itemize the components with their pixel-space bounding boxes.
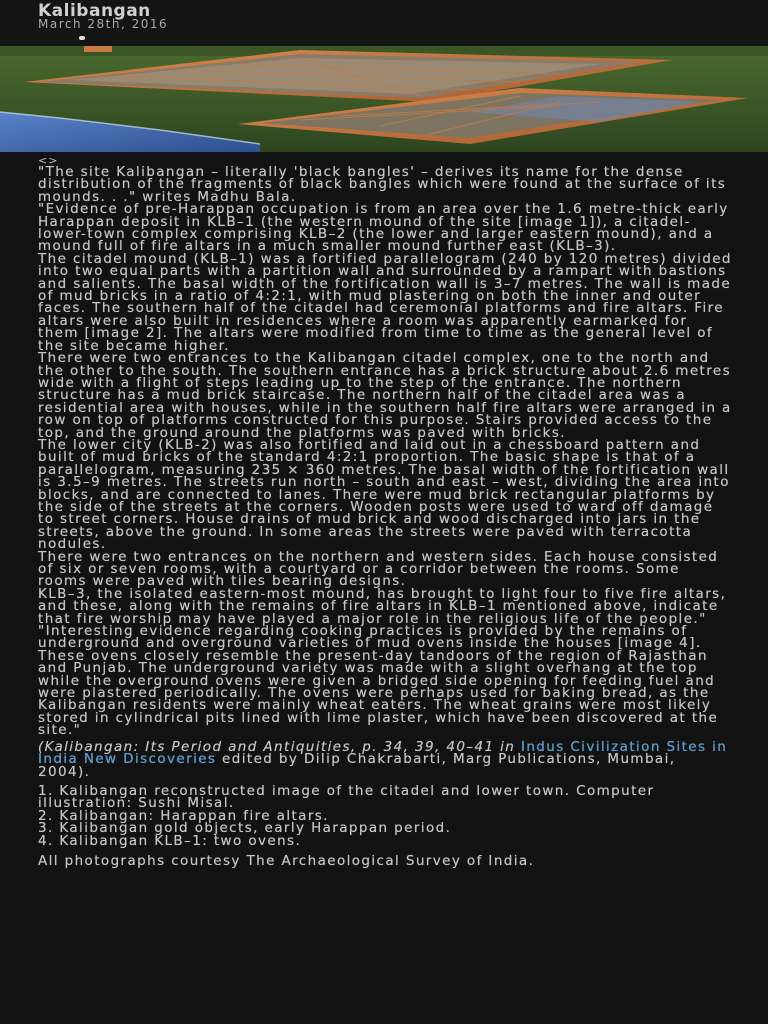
article-body	[38, 166, 732, 867]
image-nav-arrows[interactable]: <>	[38, 154, 59, 167]
citation-book-link[interactable]: Indus Civilization Sites in India New Discoveries	[38, 738, 728, 768]
post-date: March 28th, 2016	[38, 17, 169, 31]
article-paragraph: There were two entrances on the northern and western sides. Each house consisted of six or seven rooms, with a courtyard or a corridor between the rooms. Some rooms were paved with tiles bearing designs.	[38, 548, 719, 590]
caption-item: 1. Kalibangan reconstructed image of the citadel and lower town. Computer illustration: Sushi Misal.	[38, 782, 655, 812]
photo-credit: All photographs courtesy The Archaeological Survey of India.	[38, 852, 535, 869]
page-header	[0, 0, 768, 46]
article-paragraph: There were two entrances to the Kalibangan citadel complex, one to the north and the other to the south. The southern entrance has a brick structure about 2.6 metres wide with a flight of steps leading up to the step of the entrance. The northern structure has a mud brick staircase. The northern half of the citadel area was a residential area with houses, while in the southern half fire altars were arranged in a row on top of platforms constructed for this purpose. Stairs provided access to the top, and the ground around the platforms was paved with bricks.	[38, 350, 732, 441]
image-captions	[38, 782, 732, 849]
caption-item: 2. Kalibangan: Harappan fire altars.	[38, 807, 329, 824]
citadel-reconstruction-image	[0, 46, 768, 152]
article-paragraph: The citadel mound (KLB–1) was a fortified parallelogram (240 by 120 metres) divided into two equal parts with a partition wall and surrounded by a rampart with bastions and salients. The basal width of the fortification wall is 3–7 metres. The wall is made of mud bricks in a ratio of 4:2:1, with mud plastering on both the inner and outer faces. The southern half of the citadel had ceremonial platforms and fire altars. Fire altars were also built in residences where a room was apparently earmarked for them [image 2]. The altars were modified from time to time as the general level of the site became higher.	[38, 250, 732, 354]
article-paragraph: "The site Kalibangan – literally 'black bangles' – derives its name for the dense distribution of the fragments of black bangles which were found at the surface of its mounds. . ." writes Madhu Bala.	[38, 164, 727, 205]
carousel-indicator-dot[interactable]	[79, 36, 85, 40]
article-paragraph: The lower city (KLB-2) was also fortified and laid out in a chessboard pattern and built of mud bricks of the standard 4:2:1 proportion. The basic shape is that of a parallelogram, measuring 235 × 360 metres. The basal width of the fortification wall is 3.5–9 metres. The streets run north – south and east – west, dividing the area into blocks, and are connected to lanes. There were mud brick rectangular platforms by the side of the streets at the corners. Wooden posts were used to ward off damage to street corners. House drains of mud brick and wood discharged into jars in the streets, above the ground. In some areas the streets were paved with terracotta nodules.	[38, 436, 730, 553]
banner-image	[0, 46, 768, 152]
caption-item: 3. Kalibangan gold objects, early Harappan period.	[38, 820, 452, 837]
citation-source: (Kalibangan: Its Period and Antiquities	[38, 738, 351, 755]
caption-item: 4. Kalibangan KLB–1: two ovens.	[38, 832, 302, 849]
citation-pages: , p. 34, 39, 40–41 in	[350, 738, 521, 755]
citation-editor: edited by Dilip Chakrabarti, Marg Publications, Mumbai, 2004).	[38, 751, 676, 780]
article-paragraph: "Interesting evidence regarding cooking practices is provided by the remains of underground and overground varieties of mud ovens inside the houses [image 4]. These ovens closely resemble the present-day tandoors of the region of Rajasthan and Punjab. The underground variety was made with a slight overhang at the top while the overground ovens were given a bridged side opening for feeding fuel and were plastered periodically. The ovens were perhaps used for baking bread, as the Kalibangan residents were mainly wheat eaters. The wheat grains were most likely stored in cylindrical pits lined with lime plaster, which have been discovered at the site."	[38, 623, 719, 739]
citation	[38, 738, 732, 780]
article-paragraph: KLB–3, the isolated eastern-most mound, has brought to light four to five fire altars, and these, along with the remains of fire altars in KLB–1 mentioned above, indicate that fire worship may have played a major role in the religious life of the people."	[38, 585, 727, 627]
page-title: Kalibangan	[38, 1, 151, 21]
article-paragraph: "Evidence of pre-Harappan occupation is from an area over the 1.6 metre-thick early Harappan deposit in KLB–1 (the western mound of the site [image 1]), a citadel-lower-town complex comprising KLB–2 (the lower and larger eastern mound), and a mound full of fire altars in a much smaller mound further east (KLB–3).	[38, 201, 729, 255]
